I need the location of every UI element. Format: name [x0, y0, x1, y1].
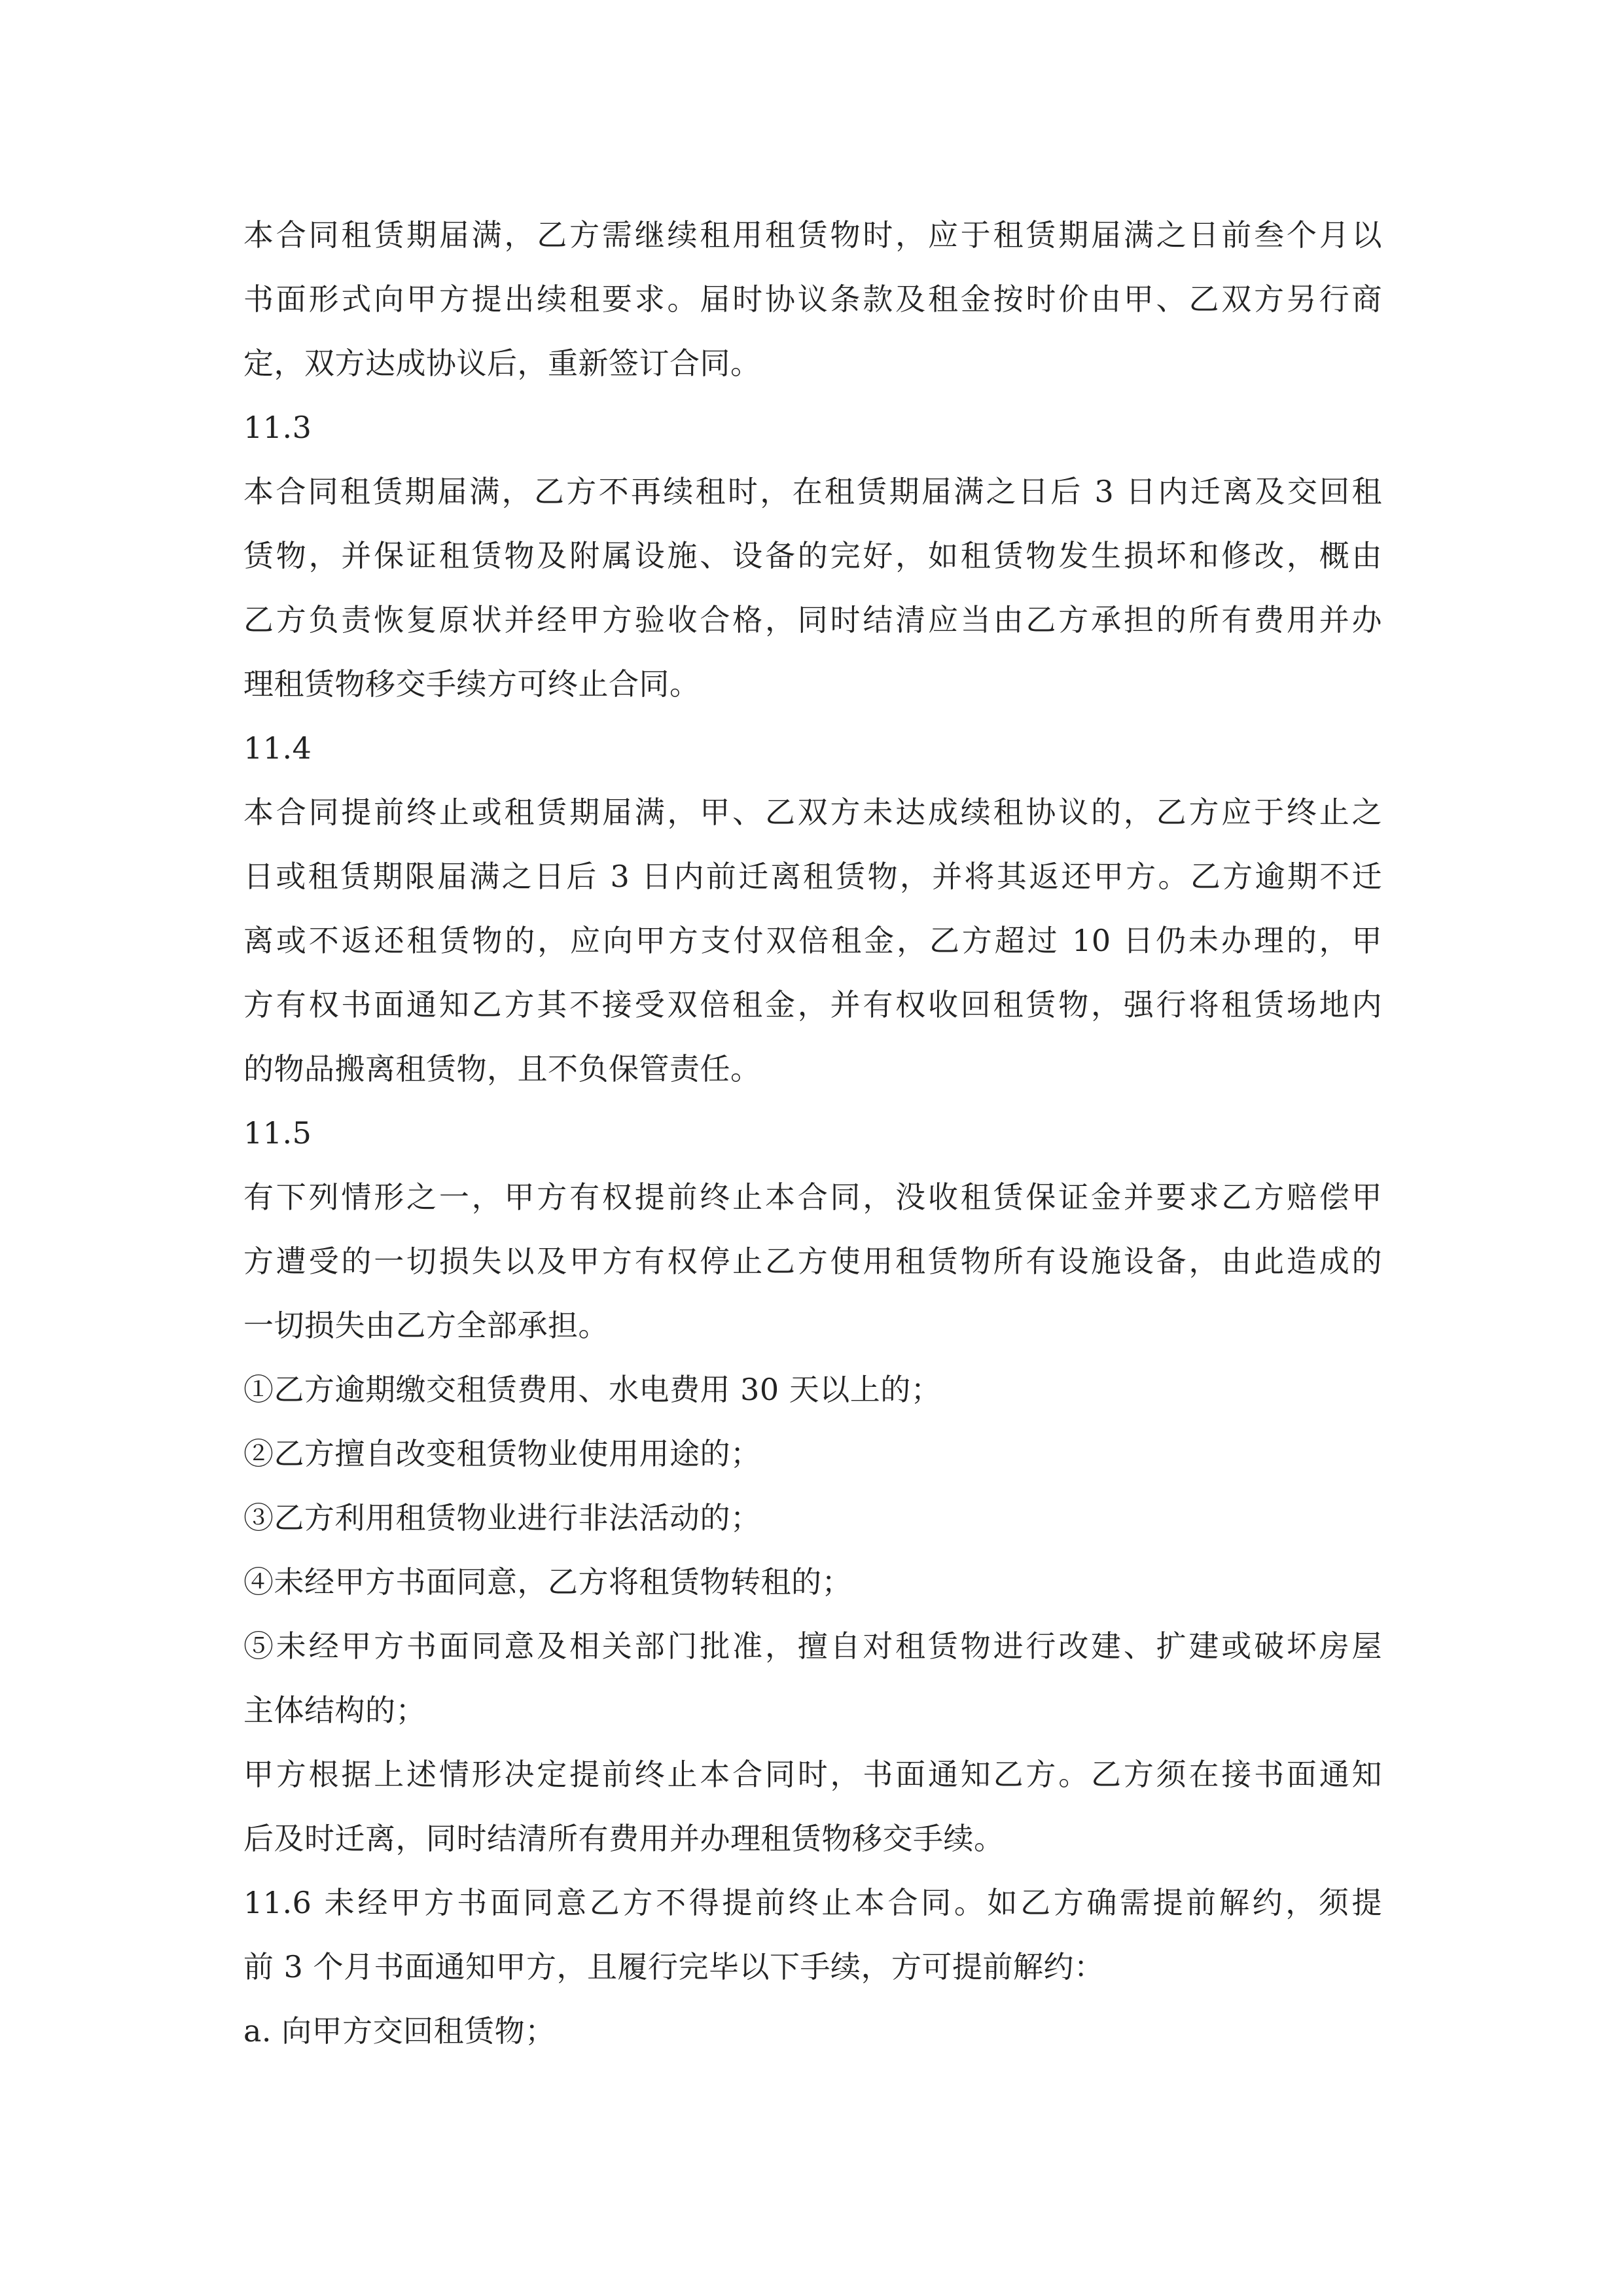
paragraph-line: 乙方负责恢复原状并经甲方验收合格，同时结清应当由乙方承担的所有费用并办: [243, 602, 1382, 637]
paragraph-line: 理租赁物移交手续方可终止合同。: [243, 666, 700, 702]
list-item: ⑤未经甲方书面同意及相关部门批准，擅自对租赁物进行改建、扩建或破坏房屋: [243, 1628, 1382, 1664]
paragraph-line: 书面形式向甲方提出续租要求。届时协议条款及租金按时价由甲、乙双方另行商: [243, 281, 1382, 317]
document-body: [243, 203, 1382, 2063]
list-item: ③乙方利用租赁物业进行非法活动的；: [243, 1500, 761, 1535]
paragraph-line: 日或租赁期限届满之日后 3 日内前迁离租赁物，并将其返还甲方。乙方逾期不迁: [243, 859, 1382, 894]
paragraph-line: 本合同租赁期届满，乙方需继续租用租赁物时，应于租赁期届满之日前叁个月以: [243, 217, 1382, 253]
paragraph-line: 本合同租赁期届满，乙方不再续租时，在租赁期届满之日后 3 日内迁离及交回租: [243, 474, 1382, 509]
paragraph-line: 定，双方达成协议后，重新签订合同。: [243, 346, 761, 381]
paragraph-line: 方有权书面通知乙方其不接受双倍租金，并有权收回租赁物，强行将租赁场地内: [243, 987, 1382, 1022]
paragraph-line: 前 3 个月书面通知甲方，且履行完毕以下手续，方可提前解约：: [243, 1949, 1105, 1984]
paragraph-line: 本合同提前终止或租赁期届满，甲、乙双方未达成续租协议的，乙方应于终止之: [243, 795, 1382, 830]
paragraph-line: 离或不返还租赁物的，应向甲方支付双倍租金，乙方超过 10 日仍未办理的，甲: [243, 923, 1382, 958]
list-item: ②乙方擅自改变租赁物业使用用途的；: [243, 1436, 761, 1471]
paragraph-line: 的物品搬离租赁物，且不负保管责任。: [243, 1051, 761, 1086]
list-item-continuation: 主体结构的；: [243, 1693, 426, 1728]
paragraph-line: 赁物，并保证租赁物及附属设施、设备的完好，如租赁物发生损坏和修改，概由: [243, 538, 1382, 573]
paragraph-line: 有下列情形之一，甲方有权提前终止本合同，没收租赁保证金并要求乙方赔偿甲: [243, 1179, 1382, 1215]
section-number: 11.4: [243, 730, 312, 766]
section-number: 11.3: [243, 410, 312, 445]
list-item: a. 向甲方交回租赁物；: [243, 2013, 556, 2049]
paragraph-line: 一切损失由乙方全部承担。: [243, 1308, 609, 1343]
list-item: ①乙方逾期缴交租赁费用、水电费用 30 天以上的；: [243, 1372, 942, 1407]
paragraph-line: 方遭受的一切损失以及甲方有权停止乙方使用租赁物所有设施设备，由此造成的: [243, 1244, 1382, 1279]
paragraph-line: 后及时迁离，同时结清所有费用并办理租赁物移交手续。: [243, 1821, 1005, 1856]
paragraph-line: 11.6 未经甲方书面同意乙方不得提前终止本合同。如乙方确需提前解约，须提: [243, 1885, 1382, 1920]
paragraph-line: 甲方根据上述情形决定提前终止本合同时，书面通知乙方。乙方须在接书面通知: [243, 1757, 1382, 1792]
list-item: ④未经甲方书面同意，乙方将租赁物转租的；: [243, 1564, 852, 1600]
section-number: 11.5: [243, 1115, 312, 1151]
